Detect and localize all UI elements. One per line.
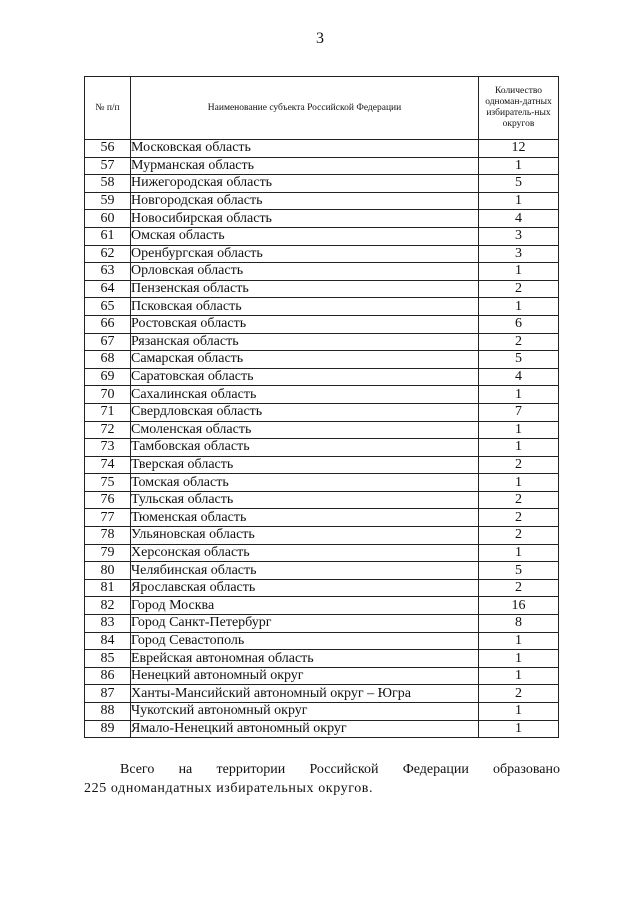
- table-row: [85, 245, 559, 263]
- district-count-cell: 1: [479, 544, 559, 562]
- table-row: [85, 157, 559, 175]
- row-number-cell: 64: [85, 280, 131, 298]
- district-count-cell: 1: [479, 720, 559, 738]
- row-number-cell: 76: [85, 491, 131, 509]
- subject-name-cell: Ростовская область: [131, 315, 479, 333]
- subject-name-cell: Ненецкий автономный округ: [131, 667, 479, 685]
- subject-name-cell: Чукотский автономный округ: [131, 703, 479, 721]
- district-count-cell: 1: [479, 192, 559, 210]
- table-row: [85, 615, 559, 633]
- row-number-cell: 88: [85, 703, 131, 721]
- row-number-cell: 84: [85, 632, 131, 650]
- subject-name-cell: Нижегородская область: [131, 175, 479, 193]
- row-number-cell: 70: [85, 386, 131, 404]
- row-number-cell: 85: [85, 650, 131, 668]
- row-number-cell: 69: [85, 368, 131, 386]
- district-count-cell: 1: [479, 703, 559, 721]
- subject-name-cell: Томская область: [131, 474, 479, 492]
- row-number-cell: 60: [85, 210, 131, 228]
- table-row: [85, 280, 559, 298]
- district-count-cell: 1: [479, 439, 559, 457]
- district-count-cell: 2: [479, 509, 559, 527]
- district-count-cell: 6: [479, 315, 559, 333]
- row-number-cell: 61: [85, 227, 131, 245]
- district-count-cell: 2: [479, 456, 559, 474]
- table-header-row: [85, 77, 559, 140]
- district-count-cell: 2: [479, 280, 559, 298]
- district-count-cell: 1: [479, 421, 559, 439]
- district-count-cell: 1: [479, 632, 559, 650]
- table-row: [85, 562, 559, 580]
- row-number-cell: 67: [85, 333, 131, 351]
- table-row: [85, 667, 559, 685]
- subject-name-cell: Орловская область: [131, 263, 479, 281]
- subject-name-cell: Город Москва: [131, 597, 479, 615]
- row-number-cell: 83: [85, 615, 131, 633]
- table-row: [85, 474, 559, 492]
- header-district-count: Количество одноман-датных избиратель-ных округов: [479, 77, 559, 140]
- district-count-cell: 2: [479, 685, 559, 703]
- subject-name-cell: Город Севастополь: [131, 632, 479, 650]
- row-number-cell: 77: [85, 509, 131, 527]
- header-number: № п/п: [85, 77, 131, 140]
- table-row: [85, 386, 559, 404]
- row-number-cell: 79: [85, 544, 131, 562]
- district-count-cell: 7: [479, 403, 559, 421]
- table-row: [85, 544, 559, 562]
- district-count-cell: 1: [479, 263, 559, 281]
- table-row: [85, 263, 559, 281]
- district-count-cell: 5: [479, 351, 559, 369]
- subject-name-cell: Тульская область: [131, 491, 479, 509]
- row-number-cell: 80: [85, 562, 131, 580]
- table-row: [85, 140, 559, 158]
- subject-name-cell: Мурманская область: [131, 157, 479, 175]
- subject-name-cell: Херсонская область: [131, 544, 479, 562]
- subject-name-cell: Еврейская автономная область: [131, 650, 479, 668]
- subject-name-cell: Псковская область: [131, 298, 479, 316]
- row-number-cell: 68: [85, 351, 131, 369]
- subject-name-cell: Самарская область: [131, 351, 479, 369]
- subject-name-cell: Сахалинская область: [131, 386, 479, 404]
- district-count-cell: 1: [479, 386, 559, 404]
- table-row: [85, 333, 559, 351]
- subject-name-cell: Новгородская область: [131, 192, 479, 210]
- table-row: [85, 527, 559, 545]
- district-count-cell: 1: [479, 650, 559, 668]
- district-count-cell: 4: [479, 368, 559, 386]
- table-row: [85, 403, 559, 421]
- table-row: [85, 491, 559, 509]
- table-row: [85, 175, 559, 193]
- row-number-cell: 74: [85, 456, 131, 474]
- table-row: [85, 509, 559, 527]
- district-count-cell: 5: [479, 562, 559, 580]
- district-count-cell: 16: [479, 597, 559, 615]
- table-row: [85, 456, 559, 474]
- district-count-cell: 1: [479, 298, 559, 316]
- row-number-cell: 87: [85, 685, 131, 703]
- row-number-cell: 89: [85, 720, 131, 738]
- table-row: [85, 298, 559, 316]
- district-count-cell: 3: [479, 227, 559, 245]
- table-row: [85, 227, 559, 245]
- header-subject-name: Наименование субъекта Российской Федерации: [131, 77, 479, 140]
- table-row: [85, 650, 559, 668]
- row-number-cell: 81: [85, 579, 131, 597]
- district-count-cell: 2: [479, 491, 559, 509]
- subject-name-cell: Московская область: [131, 140, 479, 158]
- table-row: [85, 210, 559, 228]
- row-number-cell: 73: [85, 439, 131, 457]
- summary-word: Российской: [309, 762, 379, 777]
- subject-name-cell: Тверская область: [131, 456, 479, 474]
- row-number-cell: 58: [85, 175, 131, 193]
- table-row: [85, 597, 559, 615]
- district-count-cell: 12: [479, 140, 559, 158]
- row-number-cell: 82: [85, 597, 131, 615]
- subject-name-cell: Омская область: [131, 227, 479, 245]
- summary-line-2: 225 одномандатных избирательных округов.: [84, 781, 374, 796]
- subject-name-cell: Тамбовская область: [131, 439, 479, 457]
- subject-name-cell: Город Санкт-Петербург: [131, 615, 479, 633]
- table-row: [85, 315, 559, 333]
- district-count-cell: 1: [479, 667, 559, 685]
- table-row: [85, 421, 559, 439]
- table-row: [85, 685, 559, 703]
- table-row: [85, 703, 559, 721]
- summary-word: Федерации: [402, 762, 469, 777]
- subject-name-cell: Рязанская область: [131, 333, 479, 351]
- subject-name-cell: Челябинская область: [131, 562, 479, 580]
- district-count-cell: 2: [479, 527, 559, 545]
- subject-name-cell: Оренбургская область: [131, 245, 479, 263]
- row-number-cell: 59: [85, 192, 131, 210]
- row-number-cell: 66: [85, 315, 131, 333]
- row-number-cell: 78: [85, 527, 131, 545]
- row-number-cell: 86: [85, 667, 131, 685]
- table-body: [85, 140, 559, 738]
- subject-name-cell: Саратовская область: [131, 368, 479, 386]
- subject-name-cell: Свердловская область: [131, 403, 479, 421]
- district-count-cell: 8: [479, 615, 559, 633]
- district-count-cell: 3: [479, 245, 559, 263]
- subject-name-cell: Ханты-Мансийский автономный округ – Югра: [131, 685, 479, 703]
- row-number-cell: 71: [85, 403, 131, 421]
- summary-line-1: [84, 760, 560, 779]
- subject-name-cell: Пензенская область: [131, 280, 479, 298]
- subject-name-cell: Смоленская область: [131, 421, 479, 439]
- district-count-cell: 1: [479, 157, 559, 175]
- district-count-cell: 2: [479, 579, 559, 597]
- subject-name-cell: Новосибирская область: [131, 210, 479, 228]
- subject-name-cell: Ульяновская область: [131, 527, 479, 545]
- district-count-cell: 5: [479, 175, 559, 193]
- subject-name-cell: Ярославская область: [131, 579, 479, 597]
- table-row: [85, 192, 559, 210]
- table-row: [85, 351, 559, 369]
- summary-word: образовано: [493, 762, 560, 777]
- district-count-cell: 2: [479, 333, 559, 351]
- page-number: 3: [316, 30, 324, 47]
- summary-word: на: [178, 762, 193, 777]
- row-number-cell: 56: [85, 140, 131, 158]
- subject-name-cell: Тюменская область: [131, 509, 479, 527]
- summary-paragraph: [84, 760, 560, 798]
- row-number-cell: 62: [85, 245, 131, 263]
- table-row: [85, 439, 559, 457]
- districts-table: [84, 76, 559, 738]
- district-count-cell: 1: [479, 474, 559, 492]
- row-number-cell: 57: [85, 157, 131, 175]
- subject-name-cell: Ямало-Ненецкий автономный округ: [131, 720, 479, 738]
- row-number-cell: 65: [85, 298, 131, 316]
- table-row: [85, 368, 559, 386]
- table-row: [85, 720, 559, 738]
- row-number-cell: 72: [85, 421, 131, 439]
- summary-word: Всего: [120, 762, 155, 777]
- table-row: [85, 632, 559, 650]
- district-count-cell: 4: [479, 210, 559, 228]
- summary-word: территории: [216, 762, 286, 777]
- row-number-cell: 63: [85, 263, 131, 281]
- row-number-cell: 75: [85, 474, 131, 492]
- table-row: [85, 579, 559, 597]
